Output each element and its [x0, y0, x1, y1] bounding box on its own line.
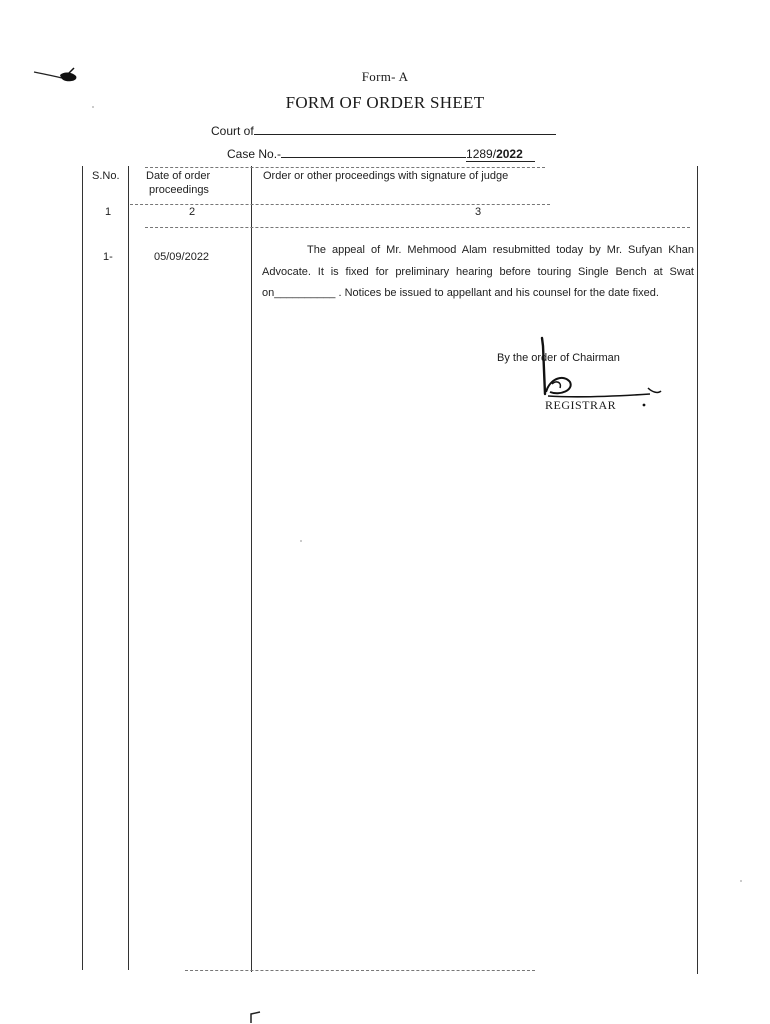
row-sno: 1-: [103, 251, 113, 263]
court-of-field: [211, 122, 556, 138]
scan-speck: [300, 540, 302, 542]
table-col2-divider: [251, 166, 252, 972]
table-left-border: [82, 166, 83, 970]
header-order: Order or other proceedings with signature of judge: [263, 170, 509, 182]
case-year-value: 2022: [496, 147, 523, 161]
header-date-line1: Date of order: [146, 170, 211, 182]
table-header-rule: [130, 204, 550, 205]
header-date-line2: proceedings: [149, 184, 209, 196]
table-bottom-rule: [185, 970, 535, 971]
case-number-value: 1289/: [466, 147, 497, 161]
scan-speck: [740, 880, 742, 882]
column-number-3: 3: [475, 206, 482, 218]
case-label: Case No.-: [227, 147, 282, 161]
order-paragraph: The appeal of Mr. Mehmood Alam resubmitted today by Mr. Sufyan Khan Advocate. It is fixed for preliminary hearing before touring Single Bench at Swat on__________ . Notices be issued to appellant and his counsel for the date fixed.: [262, 244, 694, 299]
by-order-of-chairman: By the order of Chairman: [497, 352, 620, 364]
court-label: Court of: [211, 124, 254, 138]
table-top-rule: [145, 167, 545, 168]
stray-pen-mark: [248, 1010, 264, 1024]
case-number: [466, 147, 535, 162]
scan-speck: [92, 106, 94, 108]
case-number-field: [227, 145, 535, 162]
table-numbering-rule: [145, 227, 690, 228]
row-order-text: [262, 240, 694, 305]
column-number-1: 1: [105, 206, 112, 218]
registrar-title: REGISTRAR: [545, 398, 617, 412]
court-blank-line: [254, 122, 556, 135]
case-blank-line: [281, 145, 466, 158]
form-label: Form- A: [361, 69, 409, 84]
table-col1-divider: [128, 166, 129, 970]
table-right-border: [697, 166, 698, 974]
header-sno: S.No.: [92, 170, 120, 182]
column-number-2: 2: [189, 206, 196, 218]
row-date: 05/09/2022: [154, 251, 210, 263]
form-title: FORM OF ORDER SHEET: [285, 93, 485, 112]
